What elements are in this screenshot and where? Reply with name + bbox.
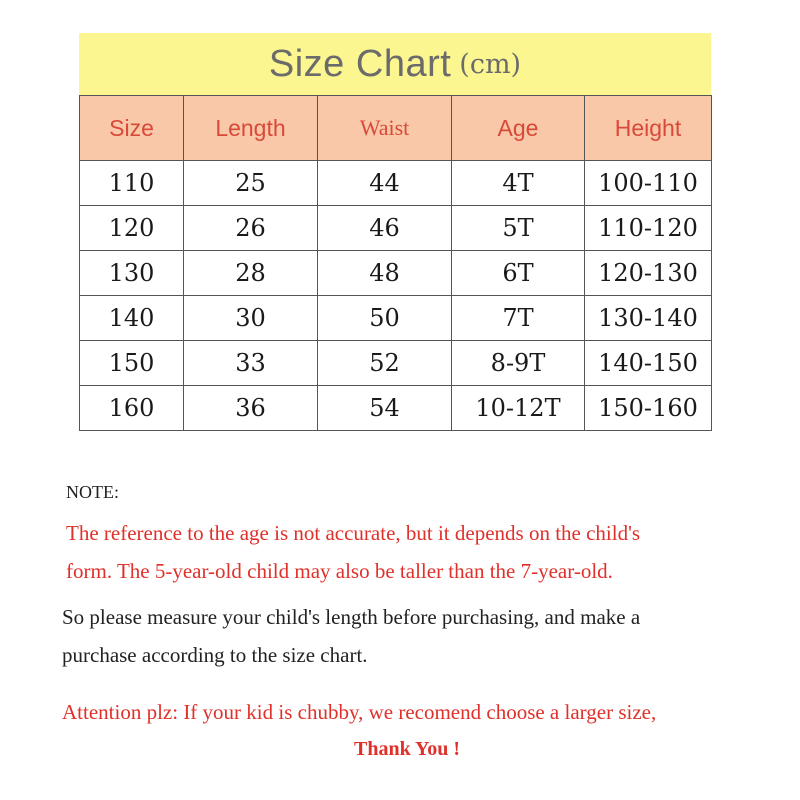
note-section: [62, 478, 782, 674]
cell-size: 140: [80, 296, 184, 341]
cell-age: 7T: [452, 296, 585, 341]
cell-length: 33: [184, 341, 318, 386]
cell-size: 160: [80, 386, 184, 431]
chart-title-banner: [79, 33, 711, 95]
cell-waist: 44: [318, 161, 452, 206]
cell-size: 120: [80, 206, 184, 251]
cell-waist: 46: [318, 206, 452, 251]
chart-unit: (cm): [459, 48, 522, 80]
cell-length: 30: [184, 296, 318, 341]
cell-height: 130-140: [585, 296, 712, 341]
cell-size: 110: [80, 161, 184, 206]
cell-height: 140-150: [585, 341, 712, 386]
note-age-warning-line-1: The reference to the age is not accurate, but it depends on the child's: [66, 521, 641, 545]
note-age-warning-line-2: form. The 5-year-old child may also be taller than the 7-year-old.: [66, 559, 613, 583]
cell-age: 5T: [452, 206, 585, 251]
note-measure-line-1: So please measure your child's length before purchasing, and make a: [62, 605, 641, 629]
cell-age: 6T: [452, 251, 585, 296]
table-header-row: [80, 96, 712, 161]
cell-age: 8-9T: [452, 341, 585, 386]
cell-size: 130: [80, 251, 184, 296]
size-table: [79, 95, 712, 431]
cell-waist: 50: [318, 296, 452, 341]
table-row: [80, 206, 712, 251]
cell-age: 4T: [452, 161, 585, 206]
cell-height: 100-110: [585, 161, 712, 206]
cell-height: 150-160: [585, 386, 712, 431]
note-label: NOTE:: [66, 482, 119, 502]
attention-note: Attention plz: If your kid is chubby, we recomend choose a larger size,: [62, 700, 657, 724]
cell-waist: 52: [318, 341, 452, 386]
cell-length: 36: [184, 386, 318, 431]
table-row: [80, 341, 712, 386]
table-row: [80, 296, 712, 341]
header-age: Age: [452, 96, 585, 161]
cell-age: 10-12T: [452, 386, 585, 431]
table-row: [80, 251, 712, 296]
thank-you-text: [0, 734, 800, 764]
cell-length: 25: [184, 161, 318, 206]
header-length: Length: [184, 96, 318, 161]
cell-length: 28: [184, 251, 318, 296]
cell-waist: 54: [318, 386, 452, 431]
header-size: Size: [80, 96, 184, 161]
table-row: [80, 161, 712, 206]
thank-you-label: Thank You !: [354, 738, 460, 760]
cell-size: 150: [80, 341, 184, 386]
chart-title: Size Chart: [268, 42, 452, 85]
cell-waist: 48: [318, 251, 452, 296]
cell-height: 120-130: [585, 251, 712, 296]
cell-length: 26: [184, 206, 318, 251]
cell-height: 110-120: [585, 206, 712, 251]
note-measure-line-2: purchase according to the size chart.: [62, 643, 368, 667]
table-row: [80, 386, 712, 431]
header-waist: Waist: [318, 96, 452, 161]
header-height: Height: [585, 96, 712, 161]
